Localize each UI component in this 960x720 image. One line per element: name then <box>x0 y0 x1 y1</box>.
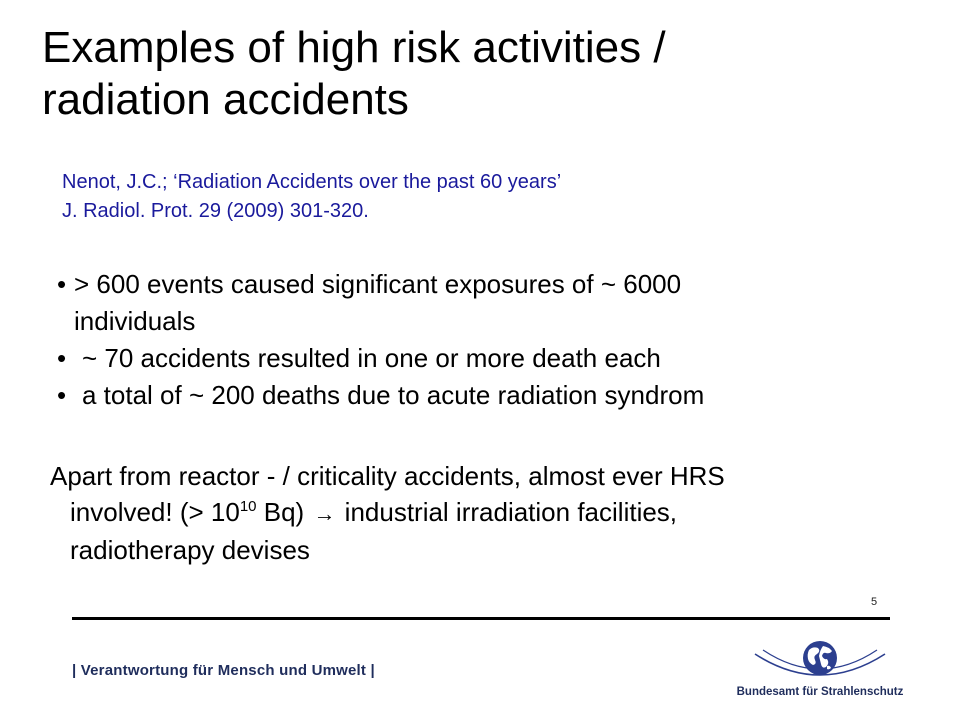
globe-icon <box>735 636 905 686</box>
bullet-1-line-2: individuals <box>74 306 196 336</box>
hrs-paragraph <box>50 458 930 568</box>
footer-divider <box>72 617 890 620</box>
bullet-2-text: ~ 70 accidents resulted in one or more death each <box>82 343 661 373</box>
unit-text: Bq) <box>256 497 312 527</box>
footer-slogan: | Verantwortung für Mensch und Umwelt | <box>72 662 375 679</box>
paragraph-line-1: Apart from reactor - / criticality accidents, almost ever HRS <box>50 461 725 491</box>
bullet-item <box>57 340 937 377</box>
page-number: 5 <box>871 596 878 608</box>
reference-citation <box>62 168 561 226</box>
bullet-item <box>57 266 937 340</box>
bullet-list <box>57 266 937 414</box>
title-line-2: radiation accidents <box>42 75 409 124</box>
reference-line-2: J. Radiol. Prot. 29 (2009) 301-320. <box>62 200 369 222</box>
bullet-3-text: a total of ~ 200 deaths due to acute radiation syndrom <box>82 380 705 410</box>
bfs-logo <box>735 636 905 704</box>
bullet-dot: • <box>57 343 67 373</box>
bullet-1-line-1: > 600 events caused significant exposures of ~ 6000 <box>74 269 682 299</box>
paragraph-line-2-prefix: involved! (> 10 <box>70 497 240 527</box>
title-line-1: Examples of high risk activities / <box>42 23 666 72</box>
bullet-item <box>57 377 937 414</box>
logo-text: Bundesamt für Strahlenschutz <box>736 686 904 698</box>
paragraph-line-3: radiotherapy devises <box>70 535 310 565</box>
exponent: 10 <box>239 498 257 515</box>
paragraph-line-2-suffix: industrial irradiation facilities, <box>337 497 678 527</box>
slide-title <box>42 22 902 126</box>
bullet-dot: • <box>57 269 67 299</box>
reference-line-1: Nenot, J.C.; ‘Radiation Accidents over the past 60 years’ <box>62 171 562 193</box>
arrow-right-icon: → <box>313 501 336 526</box>
paragraph-line-2 <box>50 494 930 532</box>
bullet-dot: • <box>57 380 67 410</box>
bullet-text <box>74 266 937 340</box>
